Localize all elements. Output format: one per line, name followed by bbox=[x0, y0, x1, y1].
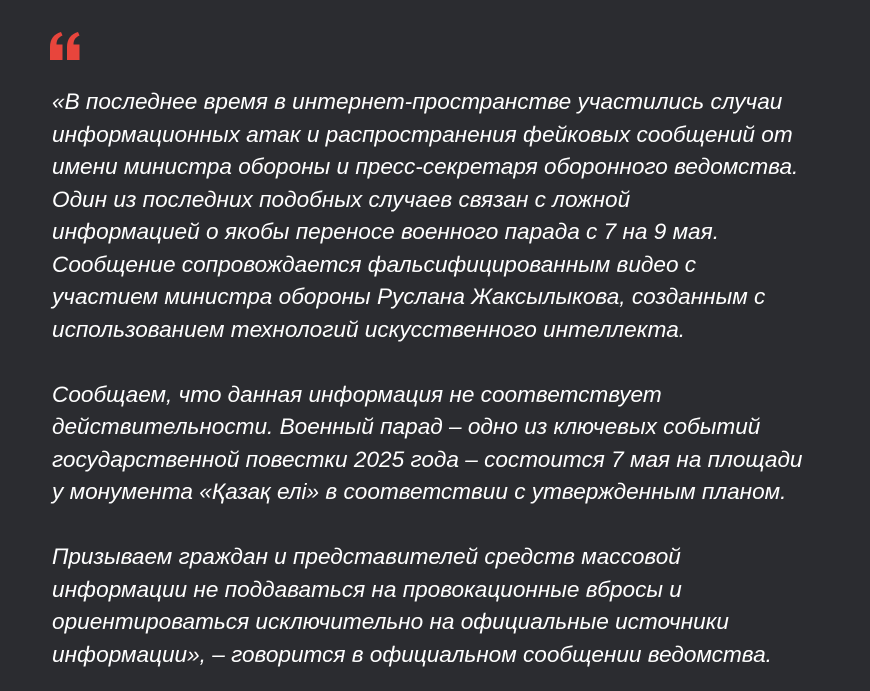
quote-paragraph-1: «В последнее время в интернет-пространстве участились случаи информационных атак и распространения фейковых сообщений от имени министра обороны и пресс-секретаря оборонного ведомства. Один из последних подобных случаев связан с ложной информацией о якобы переносе военного парада с 7 на 9 мая. Сообщение сопровождается фальсифицированным видео с участием министра обороны Руслана Жаксылыкова, созданным с использованием технологий искусственного интеллекта. bbox=[52, 89, 799, 342]
quote-paragraph-3: Призываем граждан и представителей средств массовой информации не поддаваться на провокационные вбросы и ориентироваться исключительно на официальные источники информации», – говорится в официальном сообщении ведомства. bbox=[52, 544, 772, 667]
quote-mark-icon bbox=[48, 32, 82, 60]
quote-text bbox=[52, 86, 842, 671]
quote-block bbox=[48, 0, 838, 691]
quote-paragraph-2: Сообщаем, что данная информация не соответствует действительности. Военный парад – одно из ключевых событий государственной повестки 2025 года – состоится 7 мая на площади у монумента «Қазақ елі» в соответствии с утвержденным планом. bbox=[52, 381, 803, 504]
